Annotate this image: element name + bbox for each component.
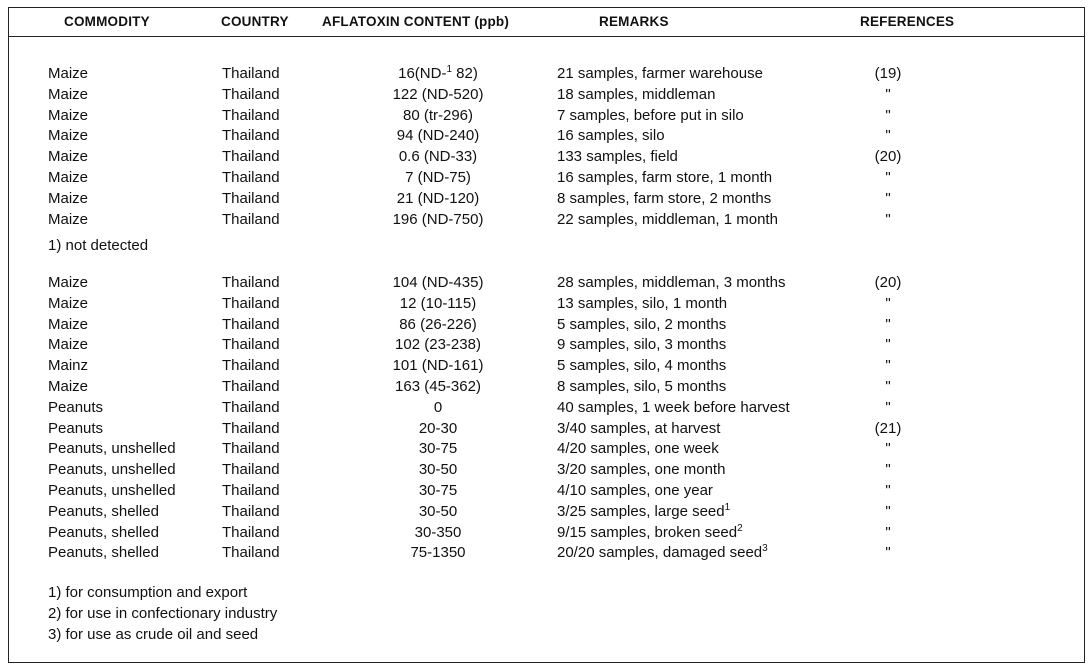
cell-remarks: 16 samples, silo xyxy=(557,127,665,144)
cell-aflatoxin-content: 163 (45-362) xyxy=(395,378,481,395)
cell-remarks: 28 samples, middleman, 3 months xyxy=(557,274,786,291)
cell-aflatoxin-content: 104 (ND-435) xyxy=(392,274,484,291)
cell-reference: (21) xyxy=(874,420,902,437)
cell-commodity: Peanuts, shelled xyxy=(48,524,159,541)
table-row xyxy=(0,502,1091,522)
cell-country: Thailand xyxy=(222,544,280,561)
cell-aflatoxin-content: 80 (tr-296) xyxy=(402,107,474,124)
cell-remarks: 3/40 samples, at harvest xyxy=(557,420,721,437)
cell-reference: " xyxy=(885,357,891,374)
cell-reference: " xyxy=(885,295,891,312)
cell-country: Thailand xyxy=(222,440,280,457)
table-row xyxy=(0,523,1091,543)
cell-country: Thailand xyxy=(222,399,280,416)
table-row xyxy=(0,168,1091,188)
cell-remarks: 5 samples, silo, 2 months xyxy=(557,316,727,333)
cell-reference: " xyxy=(885,399,891,416)
cell-commodity: Maize xyxy=(48,65,89,82)
table-row xyxy=(0,210,1091,230)
cell-aflatoxin-content: 86 (26-226) xyxy=(399,316,477,333)
table-row xyxy=(0,106,1091,126)
cell-commodity: Maize xyxy=(48,127,89,144)
cell-commodity: Peanuts, shelled xyxy=(48,503,159,520)
cell-commodity: Maize xyxy=(48,86,89,103)
cell-reference: " xyxy=(885,461,891,478)
cell-commodity: Peanuts, unshelled xyxy=(48,461,176,478)
cell-country: Thailand xyxy=(222,503,280,520)
table-row xyxy=(0,481,1091,501)
footnote-marker: 1 xyxy=(446,64,453,75)
cell-remarks: 8 samples, silo, 5 months xyxy=(557,378,727,395)
cell-country: Thailand xyxy=(222,211,280,228)
cell-remarks: 4/10 samples, one year xyxy=(557,482,713,499)
cell-commodity: Maize xyxy=(48,316,89,333)
table-row xyxy=(0,294,1091,314)
cell-reference: " xyxy=(885,482,891,499)
footnote-marker: 2 xyxy=(737,523,743,534)
cell-remarks: 8 samples, farm store, 2 months xyxy=(557,190,772,207)
cell-remarks: 4/20 samples, one week xyxy=(557,440,719,457)
cell-commodity: Maize xyxy=(48,211,89,228)
cell-aflatoxin-content: 30-75 xyxy=(418,482,458,499)
cell-reference: " xyxy=(885,440,891,457)
cell-country: Thailand xyxy=(222,86,280,103)
cell-remarks: 9 samples, silo, 3 months xyxy=(557,336,727,353)
cell-commodity: Peanuts xyxy=(48,399,104,416)
cell-reference: " xyxy=(885,524,891,541)
cell-reference: " xyxy=(885,316,891,333)
cell-commodity: Peanuts, unshelled xyxy=(48,482,176,499)
cell-commodity: Maize xyxy=(48,190,89,207)
table-row xyxy=(0,398,1091,418)
cell-aflatoxin-content: 20-30 xyxy=(418,420,458,437)
table-row xyxy=(0,335,1091,355)
table-row xyxy=(0,273,1091,293)
cell-country: Thailand xyxy=(222,190,280,207)
cell-reference: " xyxy=(885,211,891,228)
cell-aflatoxin-content: 30-50 xyxy=(418,461,458,478)
cell-remarks: 18 samples, middleman xyxy=(557,86,716,103)
cell-country: Thailand xyxy=(222,378,280,395)
cell-reference: (20) xyxy=(874,274,902,291)
cell-country: Thailand xyxy=(222,107,280,124)
cell-country: Thailand xyxy=(222,127,280,144)
table-row xyxy=(0,543,1091,563)
cell-remarks: 16 samples, farm store, 1 month xyxy=(557,169,773,186)
header-remarks: REMARKS xyxy=(599,14,669,29)
cell-aflatoxin-content: 21 (ND-120) xyxy=(396,190,480,207)
cell-remarks: 21 samples, farmer warehouse xyxy=(557,65,763,82)
cell-country: Thailand xyxy=(222,65,280,82)
cell-remarks: 9/15 samples, broken seed$^2$ xyxy=(557,523,743,541)
cell-country: Thailand xyxy=(222,148,280,165)
cell-country: Thailand xyxy=(222,524,280,541)
cell-country: Thailand xyxy=(222,420,280,437)
table-row xyxy=(0,356,1091,376)
cell-reference: " xyxy=(885,107,891,124)
cell-aflatoxin-content: 0.6 (ND-33) xyxy=(398,148,478,165)
footnote: 1) for consumption and export xyxy=(48,584,248,601)
cell-country: Thailand xyxy=(222,169,280,186)
cell-commodity: Maize xyxy=(48,107,89,124)
table-row xyxy=(0,64,1091,84)
cell-commodity: Peanuts xyxy=(48,420,104,437)
cell-commodity: Maize xyxy=(48,274,89,291)
header-rule xyxy=(9,36,1084,37)
cell-aflatoxin-content: 7 (ND-75) xyxy=(405,169,471,186)
cell-reference: (20) xyxy=(874,148,902,165)
cell-aflatoxin-content: 0 xyxy=(433,399,443,416)
cell-remarks: 22 samples, middleman, 1 month xyxy=(557,211,778,228)
cell-reference: " xyxy=(885,378,891,395)
footnote: 2) for use in confectionary industry xyxy=(48,605,278,622)
cell-commodity: Mainz xyxy=(48,357,89,374)
cell-aflatoxin-content: 94 (ND-240) xyxy=(396,127,480,144)
cell-reference: " xyxy=(885,169,891,186)
footnote: 3) for use as crude oil and seed xyxy=(48,626,259,643)
cell-remarks: 5 samples, silo, 4 months xyxy=(557,357,727,374)
cell-commodity: Peanuts, unshelled xyxy=(48,440,176,457)
cell-reference: " xyxy=(885,544,891,561)
cell-remarks: 3/25 samples, large seed$^1$ xyxy=(557,502,731,520)
cell-aflatoxin-content: 75-1350 xyxy=(410,544,466,561)
cell-remarks: 7 samples, before put in silo xyxy=(557,107,744,124)
cell-commodity: Peanuts, shelled xyxy=(48,544,159,561)
cell-country: Thailand xyxy=(222,336,280,353)
header-references: REFERENCES xyxy=(860,14,955,29)
cell-aflatoxin-content: 16(ND-$^1$ 82) xyxy=(398,64,478,82)
cell-commodity: Maize xyxy=(48,148,89,165)
table-row xyxy=(0,85,1091,105)
header-country: COUNTRY xyxy=(221,14,289,29)
cell-remarks: 40 samples, 1 week before harvest xyxy=(557,399,790,416)
table-row xyxy=(0,377,1091,397)
table-row xyxy=(0,189,1091,209)
cell-reference: " xyxy=(885,86,891,103)
footnote-marker: 1 xyxy=(724,502,731,513)
cell-country: Thailand xyxy=(222,461,280,478)
table-row xyxy=(0,439,1091,459)
cell-reference: (19) xyxy=(874,65,902,82)
cell-aflatoxin-content: 196 (ND-750) xyxy=(392,211,484,228)
cell-aflatoxin-content: 101 (ND-161) xyxy=(392,357,484,374)
footnote-marker: 3 xyxy=(762,543,768,554)
cell-reference: " xyxy=(885,127,891,144)
table-row xyxy=(0,460,1091,480)
cell-commodity: Maize xyxy=(48,295,89,312)
header-commodity: COMMODITY xyxy=(64,14,150,29)
cell-commodity: Maize xyxy=(48,169,89,186)
table-row xyxy=(0,126,1091,146)
cell-reference: " xyxy=(885,190,891,207)
cell-remarks: 20/20 samples, damaged seed$^3$ xyxy=(557,543,768,561)
cell-commodity: Maize xyxy=(48,378,89,395)
cell-aflatoxin-content: 30-75 xyxy=(418,440,458,457)
cell-remarks: 3/20 samples, one month xyxy=(557,461,726,478)
cell-reference: " xyxy=(885,503,891,520)
cell-country: Thailand xyxy=(222,295,280,312)
cell-aflatoxin-content: 30-50 xyxy=(418,503,458,520)
cell-country: Thailand xyxy=(222,316,280,333)
cell-aflatoxin-content: 122 (ND-520) xyxy=(392,86,484,103)
cell-country: Thailand xyxy=(222,274,280,291)
cell-aflatoxin-content: 12 (10-115) xyxy=(399,295,477,312)
table-row xyxy=(0,315,1091,335)
cell-remarks: 133 samples, field xyxy=(557,148,678,165)
table-row xyxy=(0,419,1091,439)
cell-country: Thailand xyxy=(222,482,280,499)
cell-aflatoxin-content: 102 (23-238) xyxy=(395,336,481,353)
cell-country: Thailand xyxy=(222,357,280,374)
table-row xyxy=(0,147,1091,167)
cell-commodity: Maize xyxy=(48,336,89,353)
cell-aflatoxin-content: 30-350 xyxy=(414,524,462,541)
footnote-not-detected: 1) not detected xyxy=(48,237,149,254)
cell-remarks: 13 samples, silo, 1 month xyxy=(557,295,728,312)
cell-reference: " xyxy=(885,336,891,353)
header-aflatoxin-content: AFLATOXIN CONTENT (ppb) xyxy=(322,14,510,29)
